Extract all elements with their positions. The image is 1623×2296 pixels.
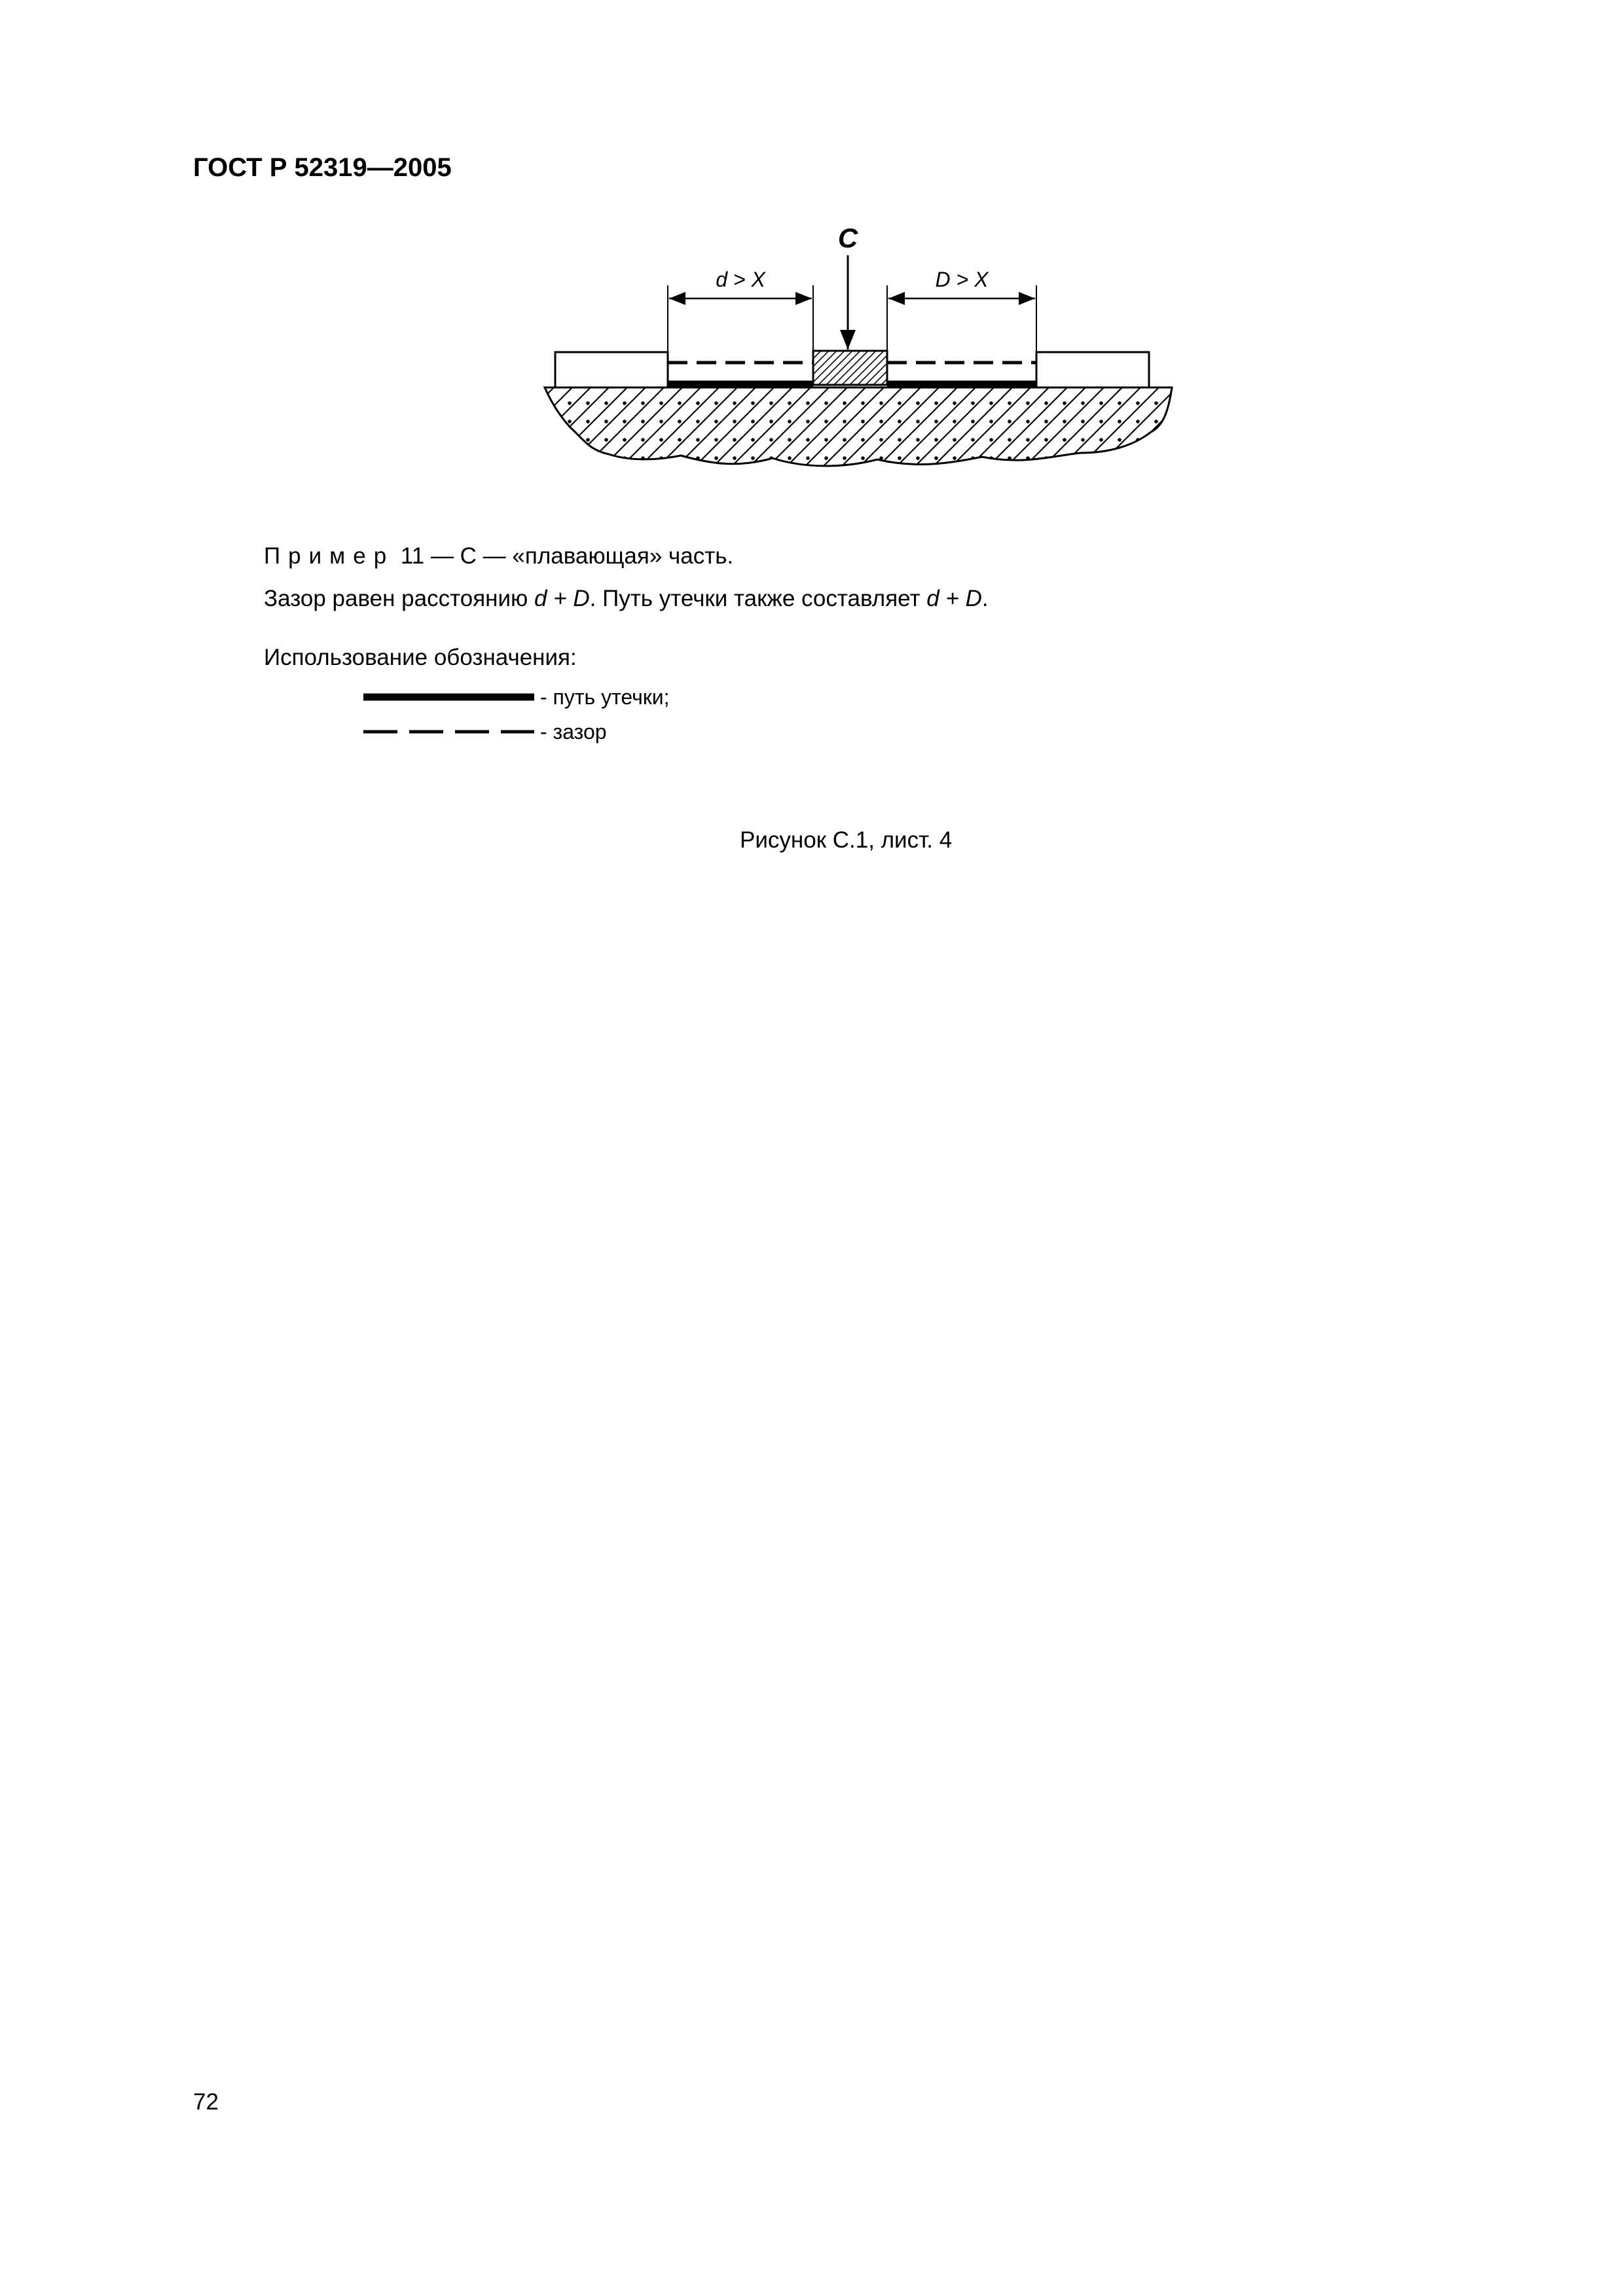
right-block [1036, 352, 1149, 387]
example-text: 11 — С — «плавающая» часть. [394, 543, 734, 569]
label-left-dimension: d > X [716, 268, 765, 291]
gap-text-3: . [981, 586, 989, 611]
floating-part-c [813, 351, 887, 385]
example-paragraph [264, 543, 733, 569]
legend-title: Использование обозначения: [264, 645, 577, 670]
gap-variable-2: d + D [926, 586, 982, 611]
figure-caption: Рисунок С.1, лист. 4 [740, 827, 953, 853]
legend-label-leakage: - путь утечки; [540, 685, 670, 709]
legend-label-clearance: - зазор [540, 720, 607, 744]
label-c: C [837, 223, 858, 253]
gap-variable-1: d + D [534, 586, 590, 611]
page-number: 72 [193, 2089, 219, 2115]
example-label: Пример [264, 543, 395, 569]
leakage-path-figure [524, 216, 1185, 524]
gap-statement [264, 586, 989, 612]
document-header: ГОСТ Р 52319—2005 [193, 153, 452, 182]
leakage-line-swatch [362, 684, 536, 710]
clearance-line-swatch [362, 719, 536, 745]
gap-text-1: Зазор равен расстоянию [264, 586, 535, 611]
label-right-dimension: D > X [935, 268, 989, 291]
substrate [545, 387, 1172, 466]
gap-text-2: . Путь утечки также составляет [589, 586, 927, 611]
left-block [555, 352, 668, 387]
